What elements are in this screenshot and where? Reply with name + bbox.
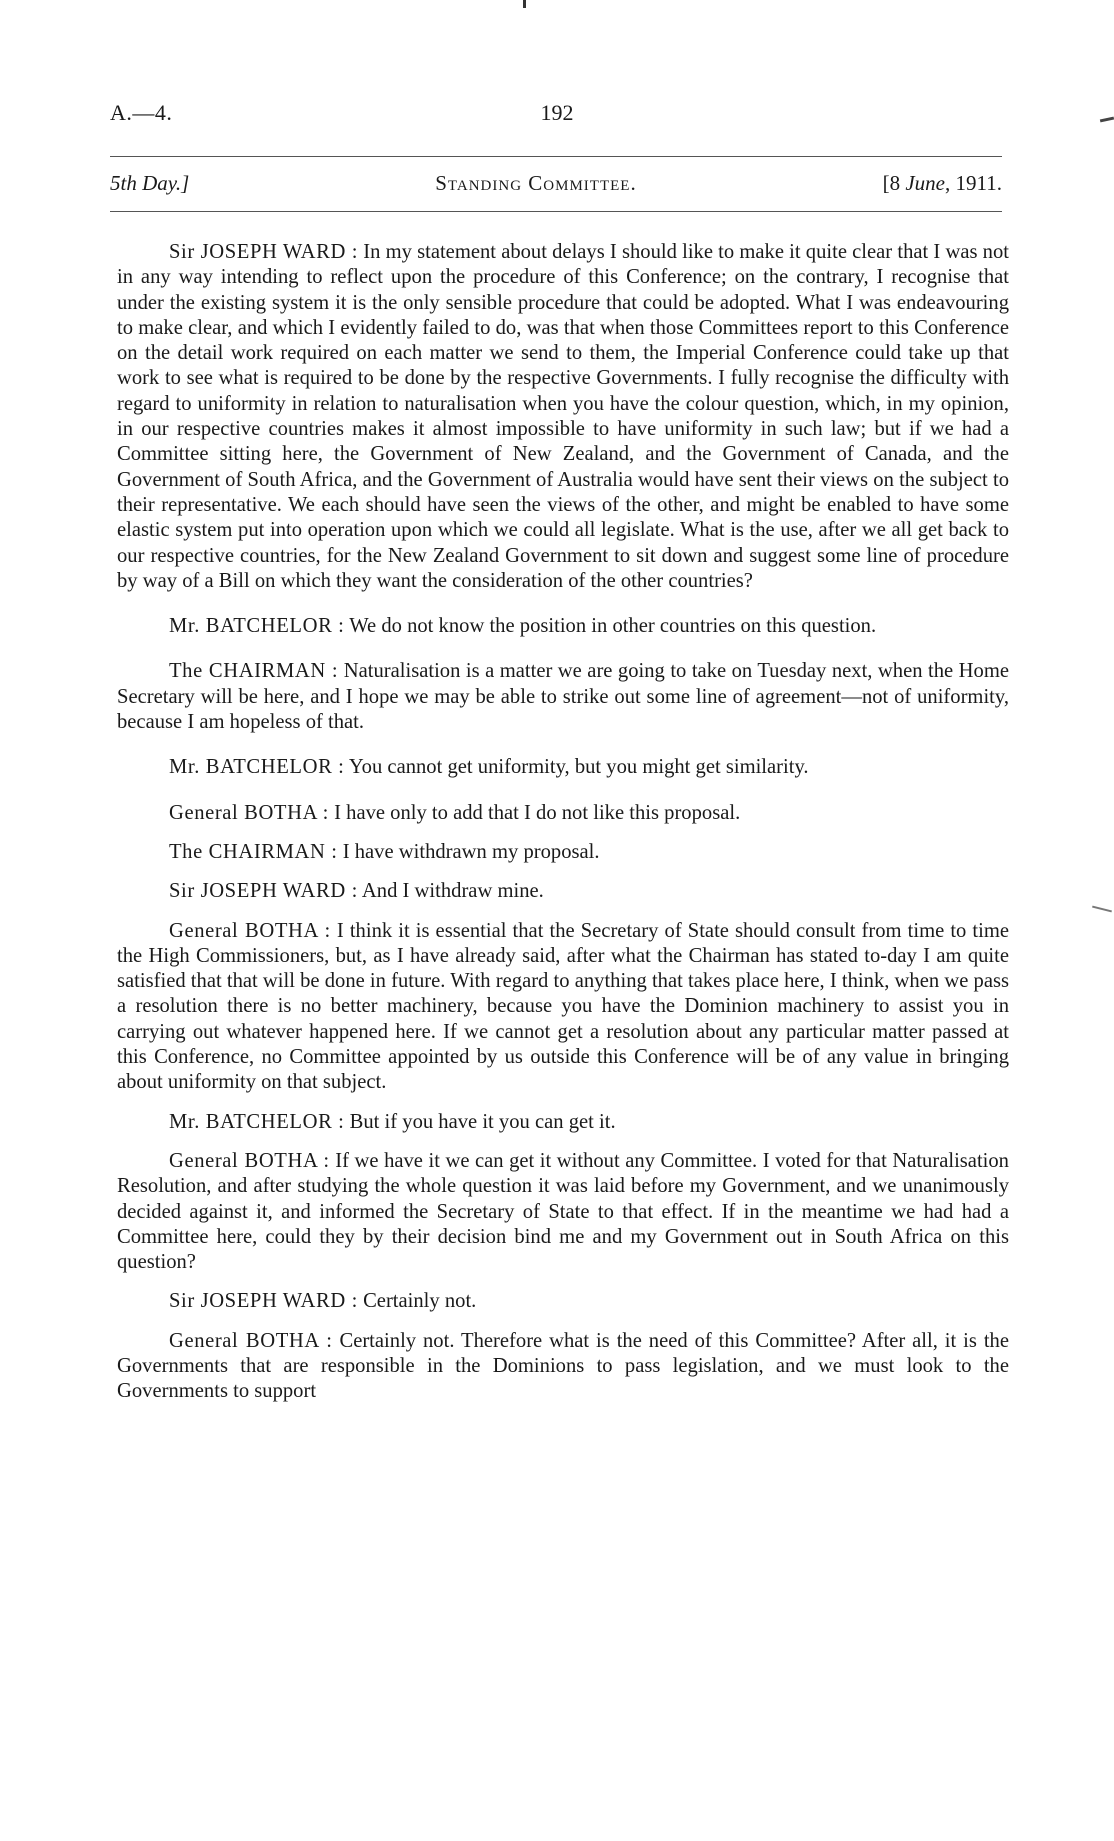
speech-text: I have only to add that I do not like this proposal. (334, 801, 741, 824)
speech-paragraph (117, 614, 1009, 639)
speaker-name: Mr. BATCHELOR : (169, 615, 345, 638)
speaker-name: Mr. BATCHELOR : (169, 1110, 345, 1133)
speech-text: If we have it we can get it without any Committee. I voted for that Naturalisation Resolution, and after studying the whole question it was laid before my Government, and we unanimously decided against it, and informed the Secretary of State to that effect. If in the meantime we had had a Committee here, could they by their decision bind me and my Government out in South Africa on this question? (117, 1149, 1009, 1274)
running-header (110, 171, 1002, 196)
speech-text: And I withdraw mine. (361, 880, 544, 903)
speech-text: In my statement about delays I should like to make it quite clear that I was not in any way intending to reflect upon the procedure of this Conference; on the contrary, I recognise that under the existing system it is the only sensible procedure that could be adopted. What I was endeavouring to make clear, and which I evidently failed to do, was that when those Committees report to this Conference on the detail work required on each matter we send to them, the Imperial Conference could take up that work to see what is required to be done by the respective Governments. I fully recognise the difficulty with regard to uniformity in relation to naturalisation when you have the colour question, which, in my opinion, in our respective countries makes it almost impossible to have uniformity in such law; but if we had a Committee sitting here, the Government of New Zealand, and the Government of Canada, and the Government of South Africa, and the Government of Australia would have sent their views on the subject to their representative. We each should have seen the views of the other, and might be enabled to have some elastic system put into operation upon which we could all legislate. What is the use, after we all get back to our respective countries, for the New Zealand Government to sit down and suggest some line of procedure by way of a Bill on which they want the consideration of the other countries? (117, 241, 1010, 592)
speaker-name: Sir JOSEPH WARD : (169, 241, 359, 263)
page-number: 192 (540, 100, 574, 125)
speech-text: You cannot get uniformity, but you might get similarity. (348, 756, 809, 779)
speech-paragraph (117, 919, 1009, 1096)
speaker-name: The CHAIRMAN : (169, 840, 338, 863)
header-day: 5th Day.] (110, 171, 190, 195)
speech-paragraph (117, 1289, 1009, 1314)
speech-paragraph (117, 659, 1009, 735)
speech-paragraph (117, 755, 1009, 780)
speech-paragraph (117, 240, 1009, 594)
speaker-name: General BOTHA : (169, 1329, 333, 1352)
speaker-name: Sir JOSEPH WARD : (169, 1290, 358, 1313)
speech-text: I think it is essential that the Secretary of State should consult from time to time the High Commissioners, but, as I have already said, after what the Chairman has stated to-day I am quite satisfied that that will be done in future. With regard to anything that takes place here, I think, when we pass a resolution there is no better machinery, because you have the Dominion machinery to assist you in carrying out whatever happened here. If we cannot get a resolution about any particular matter passed at this Conference, no Committee appointed by us outside this Conference will be of any value in bringing about uniformity on that subject. (117, 919, 1010, 1094)
header-rule-top (110, 156, 1002, 157)
header-date-suffix: , 1911. (945, 171, 1002, 195)
speech-paragraph (117, 801, 1009, 826)
scan-mark (523, 0, 526, 8)
transcript-body (117, 240, 1009, 1419)
scan-edge-mark (1092, 906, 1112, 913)
header-date-prefix: [8 (882, 171, 906, 195)
speaker-name: The CHAIRMAN : (169, 660, 339, 683)
speaker-name: Sir JOSEPH WARD : (169, 880, 358, 903)
speech-text: We do not know the position in other countries on this question. (349, 615, 877, 638)
header-date (883, 171, 1002, 196)
header-title: Standing Committee. (435, 171, 637, 195)
speech-paragraph (117, 1149, 1009, 1275)
speech-text: Certainly not. Therefore what is the need of this Committee? After all, it is the Governments that are responsible in the Dominions to pass legislation, and we must look to the Governments to support (117, 1329, 1009, 1403)
speech-text: Naturalisation is a matter we are going to take on Tuesday next, when the Home Secretary will be here, and I hope we may be able to strike out some line of agreement—not of uniformity, because I am hopeless of that. (117, 660, 1009, 734)
speech-text: Certainly not. (363, 1290, 477, 1313)
speech-paragraph (117, 879, 1009, 904)
document-reference: A.—4. (110, 100, 173, 125)
speech-text: I have withdrawn my proposal. (342, 840, 600, 863)
speaker-name: General BOTHA : (169, 919, 331, 942)
speech-text: But if you have it you can get it. (349, 1110, 616, 1133)
speaker-name: Mr. BATCHELOR : (169, 756, 345, 779)
speech-paragraph (117, 840, 1009, 865)
speaker-name: General BOTHA : (169, 801, 329, 824)
header-date-month: June (905, 171, 945, 195)
speech-paragraph (117, 1329, 1009, 1405)
speech-paragraph (117, 1110, 1009, 1135)
speaker-name: General BOTHA : (169, 1149, 330, 1172)
header-rule-bottom (110, 211, 1002, 212)
